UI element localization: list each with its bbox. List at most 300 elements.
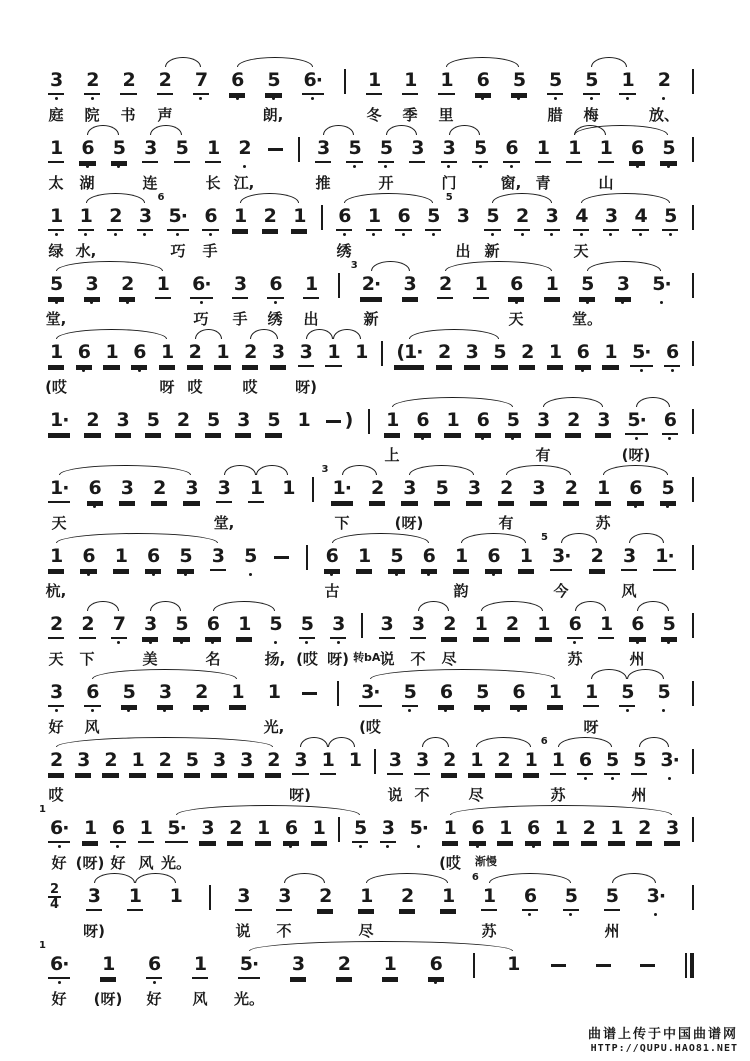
score-system (0, 118, 750, 192)
lyric-syllable: 书 (120, 106, 136, 124)
lyric-syllable: 新 (363, 310, 379, 328)
note-token: 3 (530, 478, 546, 503)
slur-arc (328, 737, 355, 747)
slur-arc (176, 805, 360, 815)
note-token: 6 (205, 614, 221, 639)
note-token: 5 (378, 138, 394, 163)
grace-note: 6 (157, 192, 165, 203)
lyric-syllable: 今 (553, 582, 569, 600)
note-token: 6 (84, 682, 100, 707)
slur-arc (561, 533, 597, 543)
note-token: 2 (656, 70, 672, 93)
octave-dot (609, 233, 612, 236)
lyric-syllable: 季 (402, 106, 418, 124)
note-token: 2 (265, 750, 281, 775)
note-token: 5 (631, 750, 647, 775)
dash-note (274, 546, 289, 559)
note-token: 6 (146, 954, 162, 979)
note-token: 6 (131, 342, 147, 367)
note-token: 6 (629, 138, 645, 163)
note-token: 5 (563, 886, 579, 911)
note-token: 5 (505, 410, 521, 435)
slur-arc (94, 873, 135, 883)
time-signature: 2 4 (50, 882, 60, 912)
barline (374, 750, 376, 774)
note-token: 5 (145, 410, 161, 435)
note-token: 6 (508, 274, 524, 299)
octave-dot (573, 641, 576, 644)
lyric-syllable: 巧 (193, 310, 209, 328)
barline (692, 70, 694, 94)
lyric-syllable: 好 (51, 854, 67, 872)
lyric-syllable: 堂, (45, 310, 67, 328)
dash-note (596, 954, 611, 967)
note-token: 1 (473, 274, 489, 299)
note-token: 1 (523, 750, 539, 775)
octave-dot (550, 233, 553, 236)
note-token: 3 (48, 682, 64, 707)
note-token: 1 (356, 546, 372, 571)
octave-dot (143, 233, 146, 236)
note-token: 5· (650, 274, 672, 297)
note-token: 3 (235, 886, 251, 911)
lyric-syllable: 尽 (468, 786, 484, 804)
octave-dot (532, 845, 535, 848)
note-token: 1 (438, 70, 454, 95)
slur-arc (386, 125, 417, 135)
slur-arc (150, 601, 181, 611)
barline (692, 886, 694, 910)
slur-arc (450, 805, 672, 815)
octave-dot (635, 437, 638, 440)
note-token: 6 (79, 138, 95, 163)
score-system (0, 254, 750, 328)
octave-dot (86, 165, 89, 168)
grace-note: 6 (471, 872, 479, 883)
octave-dot (127, 709, 130, 712)
note-token: 6 (283, 818, 299, 843)
note-token: 3· (645, 886, 667, 909)
lyric-syllable: (呀) (75, 854, 105, 872)
lyric-syllable: 不 (410, 650, 426, 668)
octave-dot (444, 709, 447, 712)
octave-dot (149, 641, 152, 644)
note-token: 1 (169, 885, 182, 907)
slur-arc (87, 125, 119, 135)
note-token: 6 (336, 206, 352, 231)
slur-arc (332, 533, 429, 543)
lyric-syllable: (哎 (45, 378, 67, 396)
notes-row (39, 940, 694, 1008)
note-token: 3 (535, 410, 551, 435)
note-token: 6 (629, 614, 645, 639)
lyric-syllable: 风 (192, 990, 208, 1008)
note-token: 5 (425, 206, 441, 231)
note-token: 6 (229, 70, 245, 95)
note-token: 6 (662, 410, 678, 435)
octave-dot (528, 913, 531, 916)
grace-note: 5 (541, 532, 548, 543)
octave-dot (272, 97, 275, 100)
slur-arc (56, 533, 218, 543)
footer-url: HTTP://QUPU.HAO81.NET (590, 1043, 738, 1054)
octave-dot (395, 573, 398, 576)
slur-arc (591, 669, 627, 679)
note-token: 1 (358, 886, 374, 911)
slur-arc (306, 329, 333, 339)
notes-row (48, 409, 694, 464)
barline (368, 410, 370, 434)
octave-dot (671, 369, 674, 372)
note-token: 1 (453, 546, 469, 571)
note-token: 1 (232, 206, 248, 231)
note-token: 2 (84, 70, 100, 95)
octave-dot (249, 573, 252, 576)
note-token: 5 (604, 750, 620, 775)
note-token: 1 (553, 818, 569, 843)
note-token: 3 (157, 682, 173, 707)
note-token: 1 (497, 818, 513, 843)
note-token: 5 (484, 206, 500, 231)
note-token: 6 (503, 138, 519, 163)
lyric-syllable: 哎 (242, 378, 258, 396)
barline (361, 614, 363, 638)
barline (692, 478, 694, 502)
note-token: 2 (79, 614, 95, 639)
octave-dot (569, 913, 572, 916)
slur-arc (449, 125, 480, 135)
slur-arc (92, 669, 237, 679)
note-token: 1· (48, 410, 70, 435)
lyric-syllable: 江, (233, 174, 255, 192)
note-token: 6 (475, 70, 491, 95)
note-token: 5 (547, 70, 563, 95)
octave-dot (384, 165, 387, 168)
note-token: 6 (76, 342, 92, 367)
note-token: 3· 转bA (359, 682, 381, 707)
lyric-syllable: 天 (51, 514, 67, 532)
slur-arc (59, 465, 191, 475)
barline (692, 342, 694, 366)
lyric-syllable: 呀) (289, 786, 311, 804)
lyric-syllable: (哎 (296, 650, 318, 668)
note-token: 2 (102, 750, 118, 775)
note-token: 6 (421, 546, 437, 571)
octave-dot (84, 233, 87, 236)
lyric-syllable: 哎 (48, 786, 64, 804)
lyric-syllable: 天 (573, 242, 589, 260)
note-token: 6 (475, 410, 491, 435)
barline (692, 410, 694, 434)
note-token: 5 (267, 614, 283, 637)
octave-dot (116, 845, 119, 848)
octave-dot (626, 709, 629, 712)
octave-dot (289, 845, 292, 848)
slur-arc (195, 329, 222, 339)
slur-arc (284, 873, 325, 883)
lyric-syllable: 苏 (550, 786, 566, 804)
note-token: 1 (138, 818, 154, 843)
note-token: 5 (388, 546, 404, 571)
note-token: 2 (519, 342, 535, 367)
lyric-syllable: 声 (157, 106, 173, 124)
octave-dot (58, 981, 61, 984)
note-token: 1 (507, 953, 520, 975)
note-token: 1· 3 (331, 478, 353, 503)
octave-dot (138, 369, 141, 372)
octave-dot (621, 301, 624, 304)
lyric-syllable: (呀) (621, 446, 651, 464)
note-token: 1 (598, 138, 614, 163)
lyric-syllable: 说 (235, 922, 251, 940)
octave-dot (353, 165, 356, 168)
octave-dot (517, 709, 520, 712)
note-token: 6 (87, 478, 103, 503)
lyric-syllable: 美 (142, 650, 158, 668)
octave-dot (90, 301, 93, 304)
lyric-syllable: (呀) (93, 990, 123, 1008)
octave-dot (580, 233, 583, 236)
note-token: 2 (187, 342, 203, 367)
lyric-syllable: 扬, (264, 650, 286, 668)
grace-note: 5 (445, 192, 453, 203)
note-token: 5 (604, 886, 620, 911)
note-token: 3· (658, 750, 680, 773)
note-token: 1 (205, 138, 221, 163)
slur-arc (409, 329, 499, 339)
note-token: 1 (100, 954, 116, 979)
note-token: 2 (48, 750, 64, 775)
note-token: 2· 3 (360, 274, 382, 299)
note-token: 1 6 渐慢 (481, 886, 497, 911)
octave-dot (481, 709, 484, 712)
octave-dot (408, 709, 411, 712)
slur-arc (489, 873, 571, 883)
note-token: 5 (265, 70, 281, 95)
note-token: 3 (276, 886, 292, 911)
note-token: 4 (632, 206, 648, 231)
barline (692, 614, 694, 638)
dash-note (302, 682, 317, 695)
note-token: 5 (205, 410, 221, 435)
octave-dot (359, 845, 362, 848)
note-token: 1 (325, 342, 341, 367)
lyric-syllable: 上 (384, 446, 400, 464)
lyric-syllable: 呀) (83, 922, 105, 940)
octave-dot (330, 573, 333, 576)
note-token: 3 (464, 342, 480, 367)
note-token: 3 (290, 954, 306, 979)
note-token: 1 (535, 614, 551, 639)
note-token: 1 (103, 342, 119, 367)
octave-dot (668, 437, 671, 440)
barline (321, 206, 323, 230)
note-token: 5 (434, 478, 450, 503)
dash-note (268, 138, 283, 151)
lyric-syllable: 里 (438, 106, 454, 124)
note-token: 1 (267, 681, 280, 703)
lyric-syllable: 堂。 (571, 310, 603, 328)
note-token: 5· (408, 818, 430, 841)
slur-arc (344, 193, 433, 203)
octave-dot (126, 301, 129, 304)
octave-dot (337, 641, 340, 644)
octave-dot (114, 233, 117, 236)
note-token: 3 (410, 614, 426, 639)
note-token: 1 (236, 614, 252, 639)
note-token: 1 (544, 274, 560, 299)
octave-dot (668, 777, 671, 780)
grace-note: 1 (39, 804, 46, 815)
note-token: 2 (262, 206, 278, 231)
note-token: 1 (595, 478, 611, 503)
note-token: 6 (202, 206, 218, 231)
octave-dot (211, 641, 214, 644)
octave-dot (667, 165, 670, 168)
note-token: 2 (565, 410, 581, 435)
octave-dot (481, 437, 484, 440)
octave-dot (274, 641, 277, 644)
octave-dot (666, 505, 669, 508)
octave-dot (386, 845, 389, 848)
slur-arc (250, 329, 278, 339)
slur-arc (240, 193, 299, 203)
grace-note: 3 (321, 464, 329, 475)
note-token: 3 (441, 138, 457, 163)
note-token: 3 (48, 70, 64, 95)
score-system (0, 186, 750, 260)
barline (692, 206, 694, 230)
slur-arc (612, 873, 656, 883)
lyric-syllable: 巧 (170, 242, 186, 260)
octave-dot (402, 233, 405, 236)
octave-dot (87, 573, 90, 576)
slur-arc (300, 737, 328, 747)
note-token: 6 (510, 682, 526, 707)
score-system (0, 50, 750, 124)
dash-note (551, 954, 566, 967)
note-token: 1 (282, 477, 295, 499)
lyric-syllable: 出 (303, 310, 319, 328)
note-token: 2 (317, 886, 333, 911)
slur-arc (506, 465, 571, 475)
note-token: 1· (48, 478, 70, 503)
lyric-syllable: 有 (498, 514, 514, 532)
lyric-syllable: 冬 (366, 106, 382, 124)
score-system (0, 855, 750, 940)
note-token: 1 (366, 206, 382, 231)
note-token: 2 (399, 886, 415, 911)
note-token: 5 (346, 138, 362, 163)
note-token: 1 (440, 886, 456, 911)
octave-dot (55, 97, 58, 100)
note-token: 3 (603, 206, 619, 231)
note-token: 3 (414, 750, 430, 775)
note-token: 5· (625, 410, 647, 435)
lyric-syllable: 堂, (213, 514, 235, 532)
slur-arc (591, 57, 627, 67)
octave-dot (662, 97, 665, 100)
note-token: 7 (111, 614, 127, 639)
octave-dot (274, 301, 277, 304)
note-token: 6 (80, 546, 96, 571)
slur-arc (366, 873, 448, 883)
octave-dot (200, 301, 203, 304)
lyric-syllable: 长 (205, 174, 221, 192)
lyric-syllable: 朗, (262, 106, 284, 124)
octave-dot (554, 97, 557, 100)
barline (692, 750, 694, 774)
note-token: 6 (428, 954, 444, 979)
dash-icon (551, 964, 566, 967)
slur-arc (56, 329, 167, 339)
note-token: 5· (630, 342, 652, 367)
note-token: 1 (348, 749, 361, 771)
grace-note: 1 (39, 940, 46, 951)
slur-arc (476, 737, 531, 747)
slur-arc (213, 601, 275, 611)
lyric-syllable: 窗, (500, 174, 522, 192)
barline (473, 954, 475, 978)
notes-row (48, 855, 694, 940)
lyric-syllable: 光, (263, 718, 285, 736)
slur-arc (422, 737, 449, 747)
dash-icon (596, 964, 611, 967)
note-token: 2 (242, 342, 258, 367)
dash-icon (274, 556, 289, 559)
note-token: 5 (579, 274, 595, 299)
lyric-syllable: 光。 (160, 854, 192, 872)
notes-row (48, 464, 694, 532)
octave-dot (117, 165, 120, 168)
octave-dot (447, 165, 450, 168)
barline (692, 138, 694, 162)
note-token: 3 (402, 274, 418, 299)
octave-dot (517, 97, 520, 100)
slur-arc (446, 57, 519, 67)
slur-arc (392, 397, 513, 407)
slur-arc (636, 397, 670, 407)
octave-dot (515, 301, 518, 304)
lyric-syllable: 手 (232, 310, 248, 328)
note-token: 5 (491, 342, 507, 367)
note-token: 2 (369, 478, 385, 503)
note-token: 2 (107, 206, 123, 231)
slur-arc (370, 669, 555, 679)
lyric-syllable: 州 (604, 922, 620, 940)
slur-arc (371, 261, 410, 271)
lyric-syllable: 说 (379, 650, 395, 668)
note-token: 6· (302, 70, 324, 95)
octave-dot (427, 573, 430, 576)
notes-row (48, 192, 694, 260)
note-token: 5 (299, 614, 315, 639)
lyric-syllable: 绣 (267, 310, 283, 328)
note-token: 1 (214, 342, 230, 367)
slur-arc (603, 465, 668, 475)
lyric-syllable: 门 (441, 174, 457, 192)
slur-arc (333, 329, 361, 339)
note-token: 1 (320, 750, 336, 775)
barline (338, 274, 340, 298)
octave-dot (611, 777, 614, 780)
note-token: 3 (270, 342, 286, 367)
note-token: 5 (661, 614, 677, 639)
note-token: 2 (563, 478, 579, 503)
lyric-syllable: 不 (276, 922, 292, 940)
octave-dot (491, 233, 494, 236)
octave-dot (581, 369, 584, 372)
